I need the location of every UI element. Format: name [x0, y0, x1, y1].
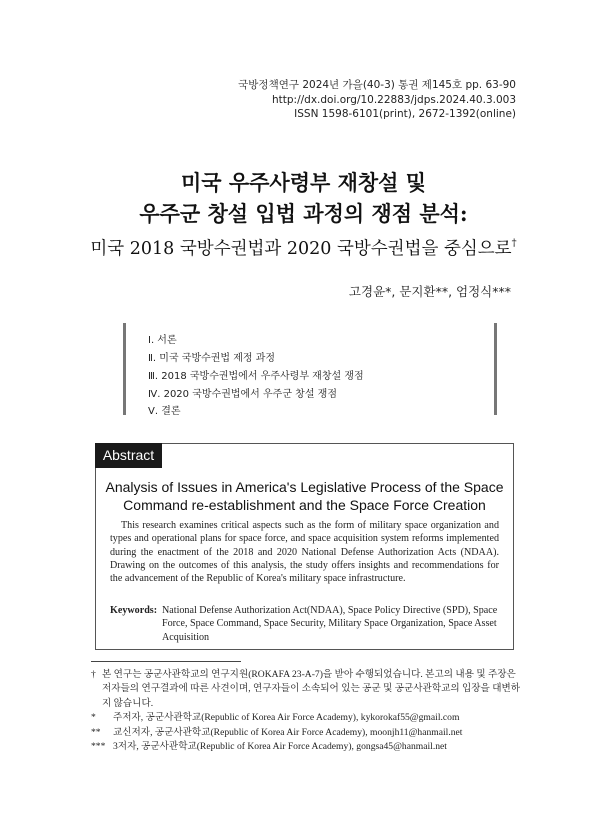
title-footnote-mark[interactable]: † [511, 238, 517, 249]
keywords-text: National Defense Authorization Act(NDAA), Space Policy Directive (SPD), Space Force, Space Command, Space Security, Military Space Organization, Space Asset Acquisition [162, 605, 498, 643]
footnote-mark: * [91, 712, 96, 724]
toc-item[interactable]: Ⅲ. 2018 국방수권법에서 우주사령부 재창설 쟁점 [148, 371, 364, 382]
paper-title [0, 168, 607, 264]
footnotes [91, 668, 527, 754]
issn-line: ISSN 1598-6101(print), 2672-1392(online) [294, 108, 516, 120]
abstract-box [95, 443, 514, 650]
abstract-label: Abstract [95, 443, 162, 468]
footnote-text: 주저자, 공군사관학교(Republic of Korea Air Force Academy), kykorokaf55@gmail.com [113, 712, 460, 724]
subtitle-text: 미국 2018 국방수권법과 2020 국방수권법을 중심으로 [90, 239, 512, 259]
toc-item[interactable]: Ⅴ. 결론 [148, 406, 181, 417]
footnote-text: 3저자, 공군사관학교(Republic of Korea Air Force Academy), gongsa45@hanmail.net [113, 741, 447, 753]
footnote-text: 교신저자, 공군사관학교(Republic of Korea Air Force Academy), moonjh11@hanmail.net [113, 726, 463, 738]
table-of-contents [123, 323, 497, 415]
abstract-body: This research examines critical aspects such as the form of military space organization and types and operational plans for space force, and space acquisition system reforms implemented during the enactment of the 2018 and 2020 National Defense Authorization Acts (NDAA). Drawing on the outcomes of this analysis, the study offers insights and recommendations for the advancement of the Republic of Korea's military space infrastructure. [110, 520, 499, 585]
toc-item[interactable]: Ⅳ. 2020 국방수권법에서 우주군 창설 쟁점 [148, 389, 337, 400]
journal-meta [238, 78, 516, 122]
footnote-mark: *** [91, 741, 106, 753]
footnote-divider [91, 661, 241, 662]
footnote-mark: ** [91, 726, 101, 738]
abstract-title-line-2: Command re-establishment and the Space Force Creation [123, 497, 486, 513]
abstract-title [96, 478, 513, 514]
authors: 고경윤*, 문지환**, 엄정식*** [348, 284, 511, 299]
title-line-1: 미국 우주사령부 재창설 및 [180, 170, 427, 195]
footnote [91, 740, 527, 754]
footnote-text: 본 연구는 공군사관학교의 연구지원(ROKAFA 23-A-7)을 받아 수행되었습니다. 본고의 내용 및 주장은 저자들의 연구결과에 따른 사견이며, 연구자들이 소속되어 있는 공군 및 공군사관학교의 입장을 대변하지 않습니다. [102, 669, 521, 709]
footnote [91, 668, 527, 711]
subtitle [0, 229, 607, 264]
footnote [91, 726, 527, 740]
title-line-2: 우주군 창설 입법 과정의 쟁점 분석: [139, 201, 468, 226]
doi-link[interactable]: http://dx.doi.org/10.22883/jdps.2024.40.3.003 [272, 93, 516, 106]
footnote [91, 711, 527, 725]
abstract-title-line-1: Analysis of Issues in America's Legislative Process of the Space [105, 479, 504, 495]
toc-item[interactable]: Ⅰ. 서론 [148, 335, 177, 346]
journal-issue-line: 국방정책연구 2024년 가을(40-3) 통권 제145호 pp. 63-90 [238, 79, 516, 91]
toc-item[interactable]: Ⅱ. 미국 국방수권법 제정 과정 [148, 353, 276, 364]
keywords-label: Keywords: [110, 605, 158, 616]
footnote-mark: † [91, 669, 96, 680]
